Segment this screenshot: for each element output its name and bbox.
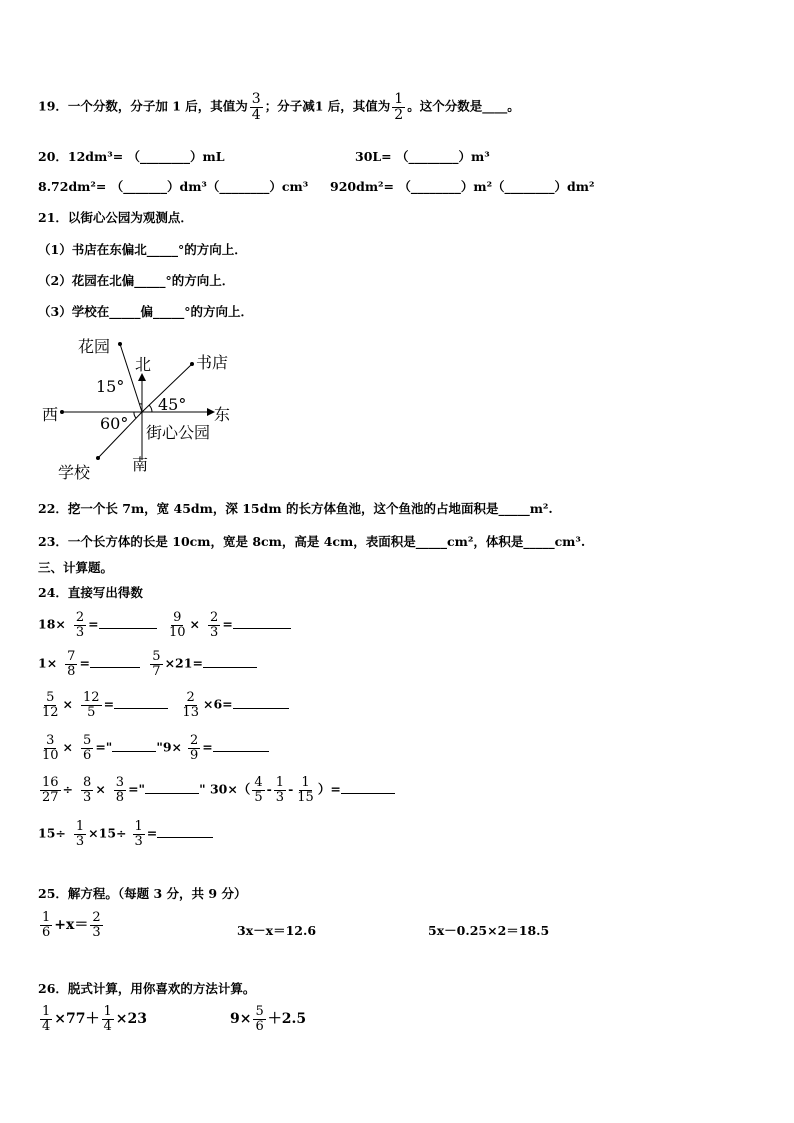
question-21-part2: （2）花园在北偏_____°的方向上． bbox=[38, 273, 235, 288]
question-20-a: 20．12dm³= （________）mL bbox=[38, 149, 225, 164]
bookstore-label: 书店 bbox=[196, 353, 229, 372]
q24-row-4: $\frac{3}{10}$ × $\frac{5}{6}$ =" "9× $\frac{2}{9}$ = bbox=[38, 734, 269, 762]
q24-row-2: 1× $\frac{7}{8}$ = $\frac{5}{7}$ ×21= bbox=[38, 650, 257, 678]
q26-expression-2: 9× $\frac{5}{6}$ ＋2.5 bbox=[230, 1004, 307, 1034]
q24-row-5: $\frac{16}{27}$ ÷ $\frac{8}{3}$ × $\frac{3}{8}$ =" " 30×（ $\frac{4}{5}$ - $\frac{1}{3}$ - $\frac{1}{15}$ ）= bbox=[38, 776, 395, 804]
garden-label: 花园 bbox=[78, 337, 111, 356]
q24-row-1: 18× $\frac{2}{3}$ = $\frac{9}{10}$ × $\frac{2}{3}$ = bbox=[38, 611, 291, 639]
angle-45-label: 45° bbox=[158, 395, 187, 414]
question-21-title: 21．以街心公园为观测点． bbox=[38, 210, 193, 225]
park-label: 街心公园 bbox=[146, 423, 211, 442]
east-label: 东 bbox=[214, 405, 231, 424]
west-label: 西 bbox=[42, 405, 59, 424]
q25-equation-1: $\frac{1}{6}$ +x＝ $\frac{2}{3}$ bbox=[42, 910, 101, 940]
question-25-title: 25．解方程。（每题 3 分，共 9 分） bbox=[38, 886, 247, 901]
angle-60-label: 60° bbox=[100, 414, 129, 433]
q26-expression-1: $\frac{1}{4}$ ×77＋ $\frac{1}{4}$ ×23 bbox=[42, 1004, 147, 1034]
q24-row-3: $\frac{5}{12}$ × $\frac{12}{5}$ = $\frac{2}{13}$ ×6= bbox=[38, 691, 289, 719]
question-22: 22．挖一个长 7m，宽 45dm，深 15dm 的长方体鱼池，这个鱼池的占地面积是_____m². bbox=[38, 501, 553, 516]
question-23: 23．一个长方体的长是 10cm，宽是 8cm，高是 4cm，表面积是_____cm²，体积是_____cm³. bbox=[38, 534, 586, 549]
fraction: $\frac{1}{2}$ bbox=[394, 91, 404, 123]
angle-15-label: 15° bbox=[96, 377, 125, 396]
question-20-c: 8.72dm²= （_______）dm³（________）cm³ bbox=[38, 179, 309, 194]
question-20-b: 30L= （________）m³ bbox=[355, 149, 490, 164]
question-21-part3: （3）学校在_____偏_____°的方向上． bbox=[38, 304, 253, 319]
q25-equation-2: 3x－x＝12.6 bbox=[237, 923, 317, 938]
school-label: 学校 bbox=[58, 463, 91, 482]
south-label: 南 bbox=[132, 455, 149, 474]
question-21-part1: （1）书店在东偏北_____°的方向上． bbox=[38, 242, 247, 257]
question-20-d: 920dm²= （________）m²（________）dm² bbox=[330, 179, 595, 194]
question-26-title: 26．脱式计算，用你喜欢的方法计算。 bbox=[38, 981, 256, 996]
question-24-title: 24．直接写出得数 bbox=[38, 585, 143, 600]
north-label: 北 bbox=[135, 355, 152, 374]
fraction: $\frac{3}{4}$ bbox=[251, 91, 261, 123]
direction-diagram bbox=[38, 330, 258, 485]
question-19: 19．一个分数，分子加 1 后，其值为 $\frac{3}{4}$ ；分子减1 后，其值为 $\frac{1}{2}$ 。这个分数是____。 bbox=[38, 91, 520, 123]
section-3-title: 三、计算题。 bbox=[38, 560, 114, 575]
q24-row-6: 15÷ $\frac{1}{3}$ ×15÷ $\frac{1}{3}$ = bbox=[38, 820, 213, 848]
q25-equation-3: 5x－0.25×2＝18.5 bbox=[428, 923, 550, 938]
